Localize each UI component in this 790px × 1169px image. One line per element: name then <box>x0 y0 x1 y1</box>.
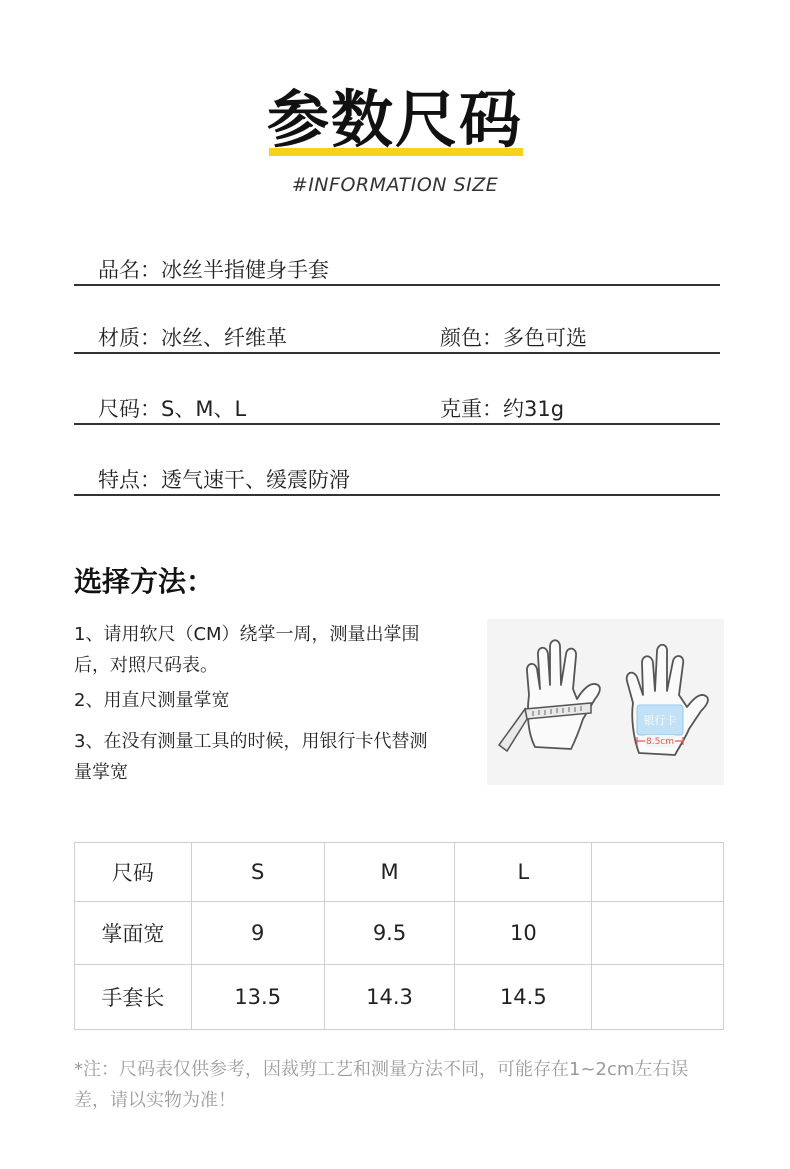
product-material: 材质：冰丝、纤维革 <box>98 326 287 350</box>
hands-icon <box>487 619 724 785</box>
table-cell: 掌面宽 <box>75 902 192 965</box>
table-cell: S <box>191 843 324 902</box>
table-cell: 14.3 <box>324 965 455 1030</box>
table-cell: 手套长 <box>75 965 192 1030</box>
size-note: *注：尺码表仅供参考，因裁剪工艺和测量方法不同，可能存在1~2cm左右误差，请以实物为准！ <box>74 1059 689 1111</box>
card-label: 银行卡 <box>643 714 677 727</box>
table-cell: 10 <box>455 902 592 965</box>
table-row <box>75 965 724 1030</box>
card-width-label: 8.5cm <box>645 737 675 747</box>
header <box>0 82 790 158</box>
info-row-material <box>74 322 720 354</box>
table-cell: 尺码 <box>75 843 192 902</box>
table-cell <box>592 902 724 965</box>
info-row-feature <box>74 464 720 496</box>
product-name: 品名：冰丝半指健身手套 <box>98 258 329 282</box>
product-feature: 特点：透气速干、缓震防滑 <box>98 468 350 492</box>
table-row <box>75 843 724 902</box>
size-table <box>74 842 724 1030</box>
product-color: 颜色：多色可选 <box>440 326 587 350</box>
page-subtitle: #INFORMATION SIZE <box>291 174 499 196</box>
table-cell: L <box>455 843 592 902</box>
product-weight: 克重：约31g <box>440 397 565 421</box>
info-row-size <box>74 393 720 425</box>
info-row-name <box>74 254 720 286</box>
product-size: 尺码：S、M、L <box>98 397 247 421</box>
method-step-3: 3、在没有测量工具的时候，用银行卡代替测量掌宽 <box>74 731 428 783</box>
table-cell: M <box>324 843 455 902</box>
page-title-text: 参数尺码 <box>266 83 523 156</box>
method-title: 选择方法： <box>74 565 215 598</box>
table-cell: 13.5 <box>191 965 324 1030</box>
measure-illustration <box>487 619 724 785</box>
table-cell: 9.5 <box>324 902 455 965</box>
table-row <box>75 902 724 965</box>
table-cell: 9 <box>191 902 324 965</box>
table-cell <box>592 965 724 1030</box>
table-cell: 14.5 <box>455 965 592 1030</box>
page-title <box>263 82 527 158</box>
table-cell <box>592 843 724 902</box>
method-step-1: 1、请用软尺（CM）绕掌一周，测量出掌围后，对照尺码表。 <box>74 624 420 676</box>
method-step-2: 2、用直尺测量掌宽 <box>74 690 230 711</box>
